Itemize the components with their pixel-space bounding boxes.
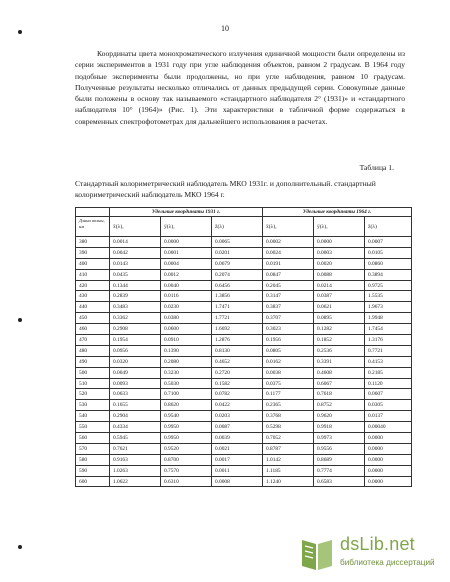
cell-y-1964: 0.0621 <box>314 302 365 313</box>
table-row <box>76 433 412 444</box>
cell-y-1964: 0.8689 <box>314 454 365 465</box>
cell-z-1931: 0.1582 <box>212 378 263 389</box>
cell-x-1931: 0.0049 <box>110 367 161 378</box>
book-logo-icon <box>300 536 334 572</box>
cell-wavelength: 530 <box>76 400 110 411</box>
cell-y-1964: 0.9556 <box>314 443 365 454</box>
table-row <box>76 302 412 313</box>
cell-y-1964: 0.7618 <box>314 389 365 400</box>
cell-wavelength: 380 <box>76 237 110 248</box>
watermark <box>300 530 448 578</box>
cell-y-1964: 0.6583 <box>314 476 365 487</box>
cell-x-1964: 1.1240 <box>263 476 314 487</box>
cell-z-1931: 0.6456 <box>212 280 263 291</box>
cell-x-1931: 0.0435 <box>110 269 161 280</box>
table-row <box>76 356 412 367</box>
cell-y-1964: 0.6067 <box>314 378 365 389</box>
table-row <box>76 443 412 454</box>
cell-y-1931: 0.8620 <box>161 400 212 411</box>
cell-wavelength: 550 <box>76 422 110 433</box>
cell-x-1931: 0.0633 <box>110 389 161 400</box>
cell-wavelength: 510 <box>76 378 110 389</box>
table-row <box>76 313 412 324</box>
cell-y-1931: 0.0001 <box>161 247 212 258</box>
cell-z-1964: 0.0000 <box>365 454 412 465</box>
cell-x-1964: 0.3023 <box>263 324 314 335</box>
cell-y-1931: 0.3230 <box>161 367 212 378</box>
body-paragraph <box>75 48 405 127</box>
cell-y-1964: 0.0387 <box>314 291 365 302</box>
cell-z-1931: 0.4652 <box>212 356 263 367</box>
cell-z-1964: 0.4153 <box>365 356 412 367</box>
cell-z-1964: 0.0137 <box>365 411 412 422</box>
table-row <box>76 378 412 389</box>
cell-x-1964: 0.0375 <box>263 378 314 389</box>
cell-x-1964: 0.0002 <box>263 237 314 248</box>
cell-x-1931: 0.2908 <box>110 324 161 335</box>
cell-z-1931: 0.0011 <box>212 465 263 476</box>
cell-wavelength: 480 <box>76 345 110 356</box>
cell-z-1964: 0.0305 <box>365 400 412 411</box>
table-row <box>76 400 412 411</box>
cell-y-1931: 0.2080 <box>161 356 212 367</box>
cell-y-1964: 0.9620 <box>314 411 365 422</box>
cell-y-1964: 0.8752 <box>314 400 365 411</box>
cell-wavelength: 450 <box>76 313 110 324</box>
cell-wavelength: 600 <box>76 476 110 487</box>
cell-z-1964: 0.0000 <box>365 476 412 487</box>
margin-bullet <box>18 318 22 322</box>
cell-z-1964: 0.0607 <box>365 389 412 400</box>
cell-x-1964: 0.0024 <box>263 247 314 258</box>
cell-z-1931: 1.7471 <box>212 302 263 313</box>
column-header-x-1964: x̄(λ), <box>263 217 314 237</box>
table-row <box>76 389 412 400</box>
cell-x-1931: 0.1344 <box>110 280 161 291</box>
cell-wavelength: 590 <box>76 465 110 476</box>
column-header-z-1964: z̄(λ) <box>365 217 412 237</box>
group-header-1931: Удельные координаты 1931 г. <box>110 208 263 217</box>
page-number: 10 <box>221 24 229 33</box>
cell-z-1931: 0.0203 <box>212 411 263 422</box>
table-body <box>76 237 412 487</box>
cell-y-1931: 0.9520 <box>161 443 212 454</box>
cell-z-1931: 0.0008 <box>212 476 263 487</box>
cell-z-1931: 0.0679 <box>212 258 263 269</box>
cell-x-1964: 0.0162 <box>263 356 314 367</box>
cell-z-1964: 1.7454 <box>365 324 412 335</box>
table-row <box>76 465 412 476</box>
cell-y-1931: 0.9540 <box>161 411 212 422</box>
cell-y-1964: 0.1852 <box>314 335 365 346</box>
cell-x-1964: 0.3768 <box>263 411 314 422</box>
column-header-wavelength: Длина волны, нм <box>76 217 110 237</box>
cell-x-1931: 0.2839 <box>110 291 161 302</box>
cell-y-1931: 0.9950 <box>161 422 212 433</box>
cell-x-1964: 0.0191 <box>263 258 314 269</box>
cell-wavelength: 420 <box>76 280 110 291</box>
cell-y-1931: 0.9950 <box>161 433 212 444</box>
cell-z-1931: 0.8130 <box>212 345 263 356</box>
cell-z-1931: 0.0087 <box>212 422 263 433</box>
cell-z-1964: 0.00040 <box>365 422 412 433</box>
cell-y-1931: 0.5030 <box>161 378 212 389</box>
group-header-1964: Удельные координаты 1964 г. <box>263 208 412 217</box>
cell-y-1931: 0.0012 <box>161 269 212 280</box>
table-row <box>76 411 412 422</box>
watermark-subtitle: библиотека диссертаций <box>340 558 435 567</box>
cell-y-1931: 0.0040 <box>161 280 212 291</box>
cell-z-1964: 0.0007 <box>365 237 412 248</box>
cell-z-1964: 1.5535 <box>365 291 412 302</box>
cell-x-1931: 0.9163 <box>110 454 161 465</box>
cell-y-1964: 0.0020 <box>314 258 365 269</box>
cell-z-1964: 0.0000 <box>365 443 412 454</box>
cell-y-1931: 0.6310 <box>161 476 212 487</box>
margin-bullet <box>18 545 22 549</box>
column-header-z-1931: z̄(λ) <box>212 217 263 237</box>
cell-x-1964: 0.2045 <box>263 280 314 291</box>
cell-wavelength: 430 <box>76 291 110 302</box>
cell-x-1964: 0.0038 <box>263 367 314 378</box>
table-row <box>76 335 412 346</box>
cell-x-1964: 0.5298 <box>263 422 314 433</box>
group-header-empty <box>76 208 110 217</box>
cell-wavelength: 460 <box>76 324 110 335</box>
cell-y-1931: 0.0230 <box>161 302 212 313</box>
cell-z-1964: 1.3176 <box>365 335 412 346</box>
cell-z-1964: 0.1120 <box>365 378 412 389</box>
paragraph-text: Координаты цвета монохроматического излучения единичной мощности были определены из серии экспериментов в 1931 году при угле наблюдения объектов, равном 2 градусам. В 1964 году подобные эксперименты были продолжены, но при угле наблюдения, равном 10 градусам. Полученные результаты несколько отличались от данных предыдущей серии. Совокупные данные были положены в основу так называемого «стандартного наблюдателя 2° (1931)» и «стандартного наблюдателя 10° (1964)» (Рис. 1). Эти характеристики в табличной форме содержаться в современных спектрофотометрах для дальнейшего использования в расчетах. <box>75 49 405 126</box>
cell-y-1964: 0.0003 <box>314 247 365 258</box>
cell-z-1964: 0.3894 <box>365 269 412 280</box>
cell-z-1931: 0.2720 <box>212 367 263 378</box>
table-row <box>76 324 412 335</box>
cell-y-1964: 0.0895 <box>314 313 365 324</box>
cell-x-1964: 1.1185 <box>263 465 314 476</box>
cell-z-1931: 0.2074 <box>212 269 263 280</box>
cell-wavelength: 520 <box>76 389 110 400</box>
column-header-x-1931: x̄(λ), <box>110 217 161 237</box>
cell-x-1931: 0.7621 <box>110 443 161 454</box>
cell-y-1931: 0.8700 <box>161 454 212 465</box>
cell-x-1931: 1.0622 <box>110 476 161 487</box>
cell-wavelength: 470 <box>76 335 110 346</box>
cell-x-1931: 0.1954 <box>110 335 161 346</box>
column-header-y-1931: ȳ(λ), <box>161 217 212 237</box>
table-caption: Таблица 1. <box>359 163 394 172</box>
cell-y-1931: 0.0380 <box>161 313 212 324</box>
table-row <box>76 367 412 378</box>
cell-x-1931: 0.0014 <box>110 237 161 248</box>
cell-y-1931: 0.1390 <box>161 345 212 356</box>
cell-wavelength: 490 <box>76 356 110 367</box>
cell-x-1964: 0.3707 <box>263 313 314 324</box>
watermark-site: dsLib.net <box>340 534 415 554</box>
cell-z-1931: 0.0039 <box>212 433 263 444</box>
cell-x-1964: 0.3147 <box>263 291 314 302</box>
cell-x-1931: 0.0956 <box>110 345 161 356</box>
cell-x-1931: 1.0263 <box>110 465 161 476</box>
cell-y-1964: 0.0088 <box>314 269 365 280</box>
table-title: Стандартный колориметрический наблюдатель МКО 1931г. и дополнительный. стандартный колориметрический наблюдатель МКО 1964 г. <box>75 179 376 200</box>
cell-wavelength: 440 <box>76 302 110 313</box>
cell-z-1964: 1.9673 <box>365 302 412 313</box>
cell-z-1964: 0.0000 <box>365 433 412 444</box>
cell-y-1931: 0.0910 <box>161 335 212 346</box>
cell-z-1931: 1.6692 <box>212 324 263 335</box>
cell-x-1931: 0.3362 <box>110 313 161 324</box>
cell-x-1931: 0.0143 <box>110 258 161 269</box>
cell-wavelength: 570 <box>76 443 110 454</box>
cell-x-1931: 0.0093 <box>110 378 161 389</box>
cell-y-1964: 0.9918 <box>314 422 365 433</box>
cell-z-1931: 0.0021 <box>212 443 263 454</box>
cell-z-1931: 0.0201 <box>212 247 263 258</box>
cell-y-1964: 0.7774 <box>314 465 365 476</box>
cell-z-1931: 0.0782 <box>212 389 263 400</box>
cell-z-1964: 1.9948 <box>365 313 412 324</box>
cell-wavelength: 390 <box>76 247 110 258</box>
table-row <box>76 247 412 258</box>
cell-y-1964: 0.4608 <box>314 367 365 378</box>
cell-wavelength: 580 <box>76 454 110 465</box>
cell-y-1964: 0.9973 <box>314 433 365 444</box>
cell-z-1964: 0.0105 <box>365 247 412 258</box>
cell-z-1964: 0.0860 <box>365 258 412 269</box>
margin-bullet <box>18 30 22 34</box>
cell-x-1964: 0.7052 <box>263 433 314 444</box>
cell-z-1964: 0.0000 <box>365 465 412 476</box>
cell-x-1931: 0.0042 <box>110 247 161 258</box>
cell-x-1931: 0.2904 <box>110 411 161 422</box>
cell-y-1964: 0.3391 <box>314 356 365 367</box>
cell-z-1931: 0.0017 <box>212 454 263 465</box>
table-row <box>76 269 412 280</box>
cell-x-1931: 0.3483 <box>110 302 161 313</box>
cell-y-1931: 0.0004 <box>161 258 212 269</box>
cell-x-1964: 1.0142 <box>263 454 314 465</box>
cell-x-1964: 0.0847 <box>263 269 314 280</box>
cell-z-1964: 0.7721 <box>365 345 412 356</box>
cell-wavelength: 560 <box>76 433 110 444</box>
cell-x-1964: 0.1177 <box>263 389 314 400</box>
cell-y-1964: 0.0214 <box>314 280 365 291</box>
cell-z-1931: 0.0065 <box>212 237 263 248</box>
table-column-header <box>76 217 412 237</box>
cell-z-1931: 1.7721 <box>212 313 263 324</box>
cell-x-1964: 0.2365 <box>263 400 314 411</box>
cell-x-1931: 0.0320 <box>110 356 161 367</box>
cell-x-1964: 0.0805 <box>263 345 314 356</box>
cell-x-1931: 0.4334 <box>110 422 161 433</box>
table-row <box>76 280 412 291</box>
table-row <box>76 237 412 248</box>
cell-z-1931: 1.3856 <box>212 291 263 302</box>
table-row <box>76 476 412 487</box>
cell-x-1964: 0.8787 <box>263 443 314 454</box>
table-row <box>76 258 412 269</box>
table-row <box>76 345 412 356</box>
cell-y-1931: 0.0000 <box>161 237 212 248</box>
cell-wavelength: 400 <box>76 258 110 269</box>
cell-z-1931: 1.2876 <box>212 335 263 346</box>
cell-y-1964: 0.1282 <box>314 324 365 335</box>
cell-y-1964: 0.0000 <box>314 237 365 248</box>
cell-z-1931: 0.0422 <box>212 400 263 411</box>
cell-x-1964: 0.3837 <box>263 302 314 313</box>
cell-x-1964: 0.1956 <box>263 335 314 346</box>
cell-wavelength: 500 <box>76 367 110 378</box>
cell-y-1931: 0.0600 <box>161 324 212 335</box>
cell-wavelength: 410 <box>76 269 110 280</box>
column-header-y-1964: ȳ(λ), <box>314 217 365 237</box>
cell-x-1931: 0.5945 <box>110 433 161 444</box>
table-row <box>76 454 412 465</box>
cell-y-1931: 0.7100 <box>161 389 212 400</box>
cell-z-1964: 0.9725 <box>365 280 412 291</box>
cell-wavelength: 540 <box>76 411 110 422</box>
cell-y-1931: 0.7570 <box>161 465 212 476</box>
cell-y-1931: 0.0116 <box>161 291 212 302</box>
observer-table <box>75 207 412 487</box>
cell-y-1964: 0.2536 <box>314 345 365 356</box>
cell-x-1931: 0.1655 <box>110 400 161 411</box>
table-row <box>76 422 412 433</box>
table-row <box>76 291 412 302</box>
cell-z-1964: 0.2185 <box>365 367 412 378</box>
table-group-header <box>76 208 412 217</box>
